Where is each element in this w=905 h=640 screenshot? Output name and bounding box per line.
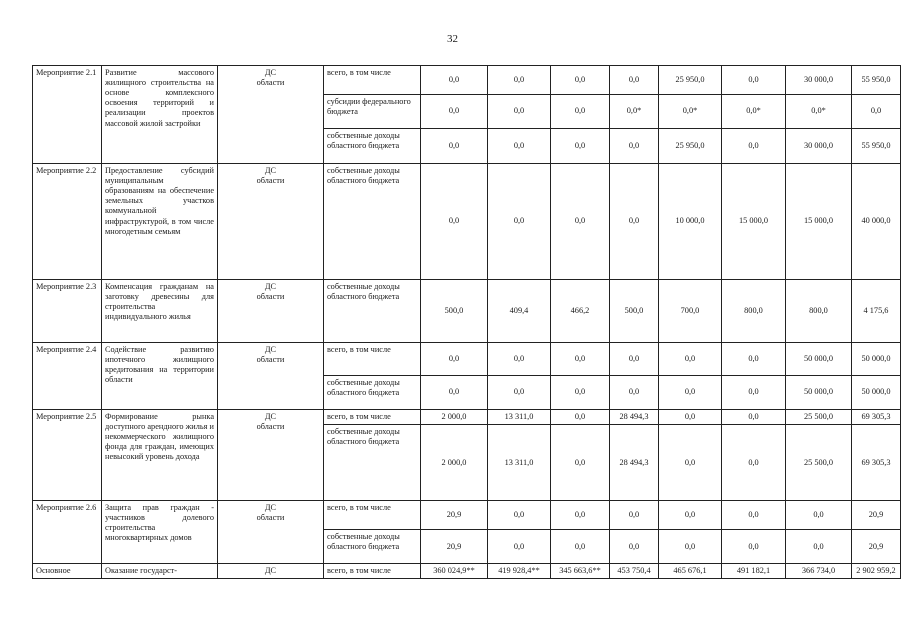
value-cell: 0,0*: [722, 95, 786, 129]
funding-source: всего, в том числе: [324, 343, 421, 376]
value-cell: 0,0: [722, 376, 786, 410]
value-cell: 28 494,3: [610, 410, 659, 425]
funding-source: собственные доходы областного бюджета: [324, 280, 421, 343]
responsible-executor: [218, 410, 324, 501]
table-row: [33, 280, 901, 343]
value-cell: 0,0: [722, 129, 786, 164]
funding-source: собственные доходы областного бюджета: [324, 530, 421, 564]
value-cell: 25 950,0: [659, 66, 722, 95]
total-cell: 50 000,0: [852, 376, 901, 410]
value-cell: 0,0: [421, 129, 488, 164]
value-cell: 0,0: [551, 95, 610, 129]
funding-source: всего, в том числе: [324, 410, 421, 425]
value-cell: 25 500,0: [786, 425, 852, 501]
total-cell: 55 950,0: [852, 129, 901, 164]
value-cell: 0,0: [659, 530, 722, 564]
value-cell: 0,0: [551, 343, 610, 376]
value-cell: 25 950,0: [659, 129, 722, 164]
responsible-executor: [218, 66, 324, 164]
value-cell: 2 000,0: [421, 425, 488, 501]
total-cell: 20,9: [852, 530, 901, 564]
table-row: [33, 164, 901, 280]
value-cell: 50 000,0: [786, 343, 852, 376]
value-cell: 0,0: [722, 501, 786, 530]
value-cell: 28 494,3: [610, 425, 659, 501]
value-cell: 0,0: [421, 343, 488, 376]
budget-table: [32, 65, 901, 579]
responsible-line: области: [256, 292, 285, 302]
value-cell: 0,0: [659, 343, 722, 376]
table-row: [33, 343, 901, 376]
value-cell: 0,0: [488, 343, 551, 376]
value-cell: 345 663,6**: [551, 564, 610, 579]
responsible-executor: [218, 343, 324, 410]
funding-source: всего, в том числе: [324, 564, 421, 579]
page-number: 32: [447, 33, 458, 45]
value-cell: 500,0: [421, 280, 488, 343]
value-cell: 0,0: [659, 376, 722, 410]
total-cell: 0,0: [852, 95, 901, 129]
value-cell: 0,0: [551, 410, 610, 425]
value-cell: 0,0: [786, 501, 852, 530]
value-cell: 0,0: [488, 95, 551, 129]
value-cell: 453 750,4: [610, 564, 659, 579]
responsible-executor: [218, 564, 324, 579]
value-cell: 465 676,1: [659, 564, 722, 579]
total-cell: 69 305,3: [852, 425, 901, 501]
value-cell: 0,0: [488, 164, 551, 280]
responsible-line: ДС: [264, 345, 277, 354]
value-cell: 0,0: [551, 66, 610, 95]
value-cell: 0,0*: [610, 95, 659, 129]
value-cell: 0,0: [659, 501, 722, 530]
total-cell: 4 175,6: [852, 280, 901, 343]
value-cell: 0,0: [610, 129, 659, 164]
value-cell: 0,0: [488, 501, 551, 530]
measure-id: Основное: [33, 564, 102, 579]
measure-id: Мероприятие 2.5: [33, 410, 102, 501]
responsible-line: ДС: [264, 503, 277, 513]
value-cell: 0,0: [722, 66, 786, 95]
value-cell: 20,9: [421, 501, 488, 530]
responsible-line: ДС: [264, 282, 277, 291]
table-row: [33, 564, 901, 579]
value-cell: 0,0: [610, 501, 659, 530]
value-cell: 15 000,0: [722, 164, 786, 280]
table-row: [33, 66, 901, 95]
responsible-line: области: [256, 78, 285, 88]
responsible-line: области: [256, 176, 285, 186]
responsible-line: ДС: [264, 68, 277, 77]
measure-name: Содействие развитию ипотечного жилищного кредитования на территории области: [102, 343, 218, 410]
responsible-line: ДС: [264, 166, 277, 175]
value-cell: 0,0: [610, 164, 659, 280]
value-cell: 0,0: [421, 95, 488, 129]
funding-source: собственные доходы областного бюджета: [324, 164, 421, 280]
responsible-line: ДС: [264, 566, 277, 576]
value-cell: 0,0: [722, 530, 786, 564]
value-cell: 0,0: [610, 343, 659, 376]
value-cell: 491 182,1: [722, 564, 786, 579]
measure-id: Мероприятие 2.4: [33, 343, 102, 410]
value-cell: 0,0: [722, 343, 786, 376]
value-cell: 0,0: [659, 410, 722, 425]
value-cell: 0,0: [551, 129, 610, 164]
value-cell: 0,0: [786, 530, 852, 564]
value-cell: 0,0: [551, 501, 610, 530]
value-cell: 13 311,0: [488, 425, 551, 501]
measure-id: Мероприятие 2.3: [33, 280, 102, 343]
measure-name: Развитие массового жилищного строительства на основе комплексного освоения территорий и реализации проектов массовой жилой застройки: [102, 66, 218, 164]
responsible-line: области: [256, 513, 285, 523]
value-cell: 10 000,0: [659, 164, 722, 280]
value-cell: 360 024,9**: [421, 564, 488, 579]
responsible-executor: [218, 164, 324, 280]
value-cell: 0,0: [488, 530, 551, 564]
responsible-line: области: [256, 422, 285, 432]
value-cell: 50 000,0: [786, 376, 852, 410]
value-cell: 0,0: [610, 66, 659, 95]
responsible-executor: [218, 501, 324, 564]
value-cell: 30 000,0: [786, 129, 852, 164]
measure-name: Оказание государст-: [102, 564, 218, 579]
funding-source: субсидии федерального бюджета: [324, 95, 421, 129]
value-cell: 419 928,4**: [488, 564, 551, 579]
value-cell: 0,0*: [786, 95, 852, 129]
value-cell: 0,0: [421, 164, 488, 280]
value-cell: 0,0: [722, 425, 786, 501]
value-cell: 0,0: [488, 66, 551, 95]
funding-source: всего, в том числе: [324, 66, 421, 95]
total-cell: 40 000,0: [852, 164, 901, 280]
value-cell: 0,0: [610, 376, 659, 410]
table-row: [33, 501, 901, 530]
value-cell: 0,0: [551, 164, 610, 280]
measure-name: Формирование рынка доступного арендного жилья и некоммерческого жилищного фонда для граждан, имеющих невысокий уровень дохода: [102, 410, 218, 501]
value-cell: 0,0: [551, 376, 610, 410]
total-cell: 20,9: [852, 501, 901, 530]
value-cell: 0,0: [421, 376, 488, 410]
value-cell: 30 000,0: [786, 66, 852, 95]
value-cell: 0,0*: [659, 95, 722, 129]
value-cell: 13 311,0: [488, 410, 551, 425]
funding-source: собственные доходы областного бюджета: [324, 425, 421, 501]
value-cell: 466,2: [551, 280, 610, 343]
value-cell: 0,0: [722, 410, 786, 425]
value-cell: 0,0: [551, 530, 610, 564]
value-cell: 800,0: [722, 280, 786, 343]
responsible-line: ДС: [264, 412, 277, 421]
value-cell: 800,0: [786, 280, 852, 343]
value-cell: 15 000,0: [786, 164, 852, 280]
total-cell: 50 000,0: [852, 343, 901, 376]
value-cell: 409,4: [488, 280, 551, 343]
measure-id: Мероприятие 2.1: [33, 66, 102, 164]
measure-name: Компенсация гражданам на заготовку древесины для строительства индивидуального жилья: [102, 280, 218, 343]
funding-source: собственные доходы областного бюджета: [324, 376, 421, 410]
value-cell: 700,0: [659, 280, 722, 343]
funding-source: всего, в том числе: [324, 501, 421, 530]
value-cell: 0,0: [488, 129, 551, 164]
value-cell: 0,0: [488, 376, 551, 410]
value-cell: 25 500,0: [786, 410, 852, 425]
funding-source: собственные доходы областного бюджета: [324, 129, 421, 164]
value-cell: 0,0: [610, 530, 659, 564]
value-cell: 0,0: [421, 66, 488, 95]
value-cell: 500,0: [610, 280, 659, 343]
value-cell: 0,0: [659, 425, 722, 501]
measure-name: Защита прав граждан - участников долевого строительства многоквартирных домов: [102, 501, 218, 564]
measure-id: Мероприятие 2.6: [33, 501, 102, 564]
table-row: [33, 410, 901, 425]
total-cell: 69 305,3: [852, 410, 901, 425]
value-cell: 20,9: [421, 530, 488, 564]
total-cell: 55 950,0: [852, 66, 901, 95]
responsible-executor: [218, 280, 324, 343]
value-cell: 0,0: [551, 425, 610, 501]
measure-id: Мероприятие 2.2: [33, 164, 102, 280]
total-cell: 2 902 959,2: [852, 564, 901, 579]
responsible-line: области: [256, 355, 285, 365]
measure-name: Предоставление субсидий муниципальным образованиям на обеспечение земельных участков коммунальной инфраструктурой, в том числе многодетным семьям: [102, 164, 218, 280]
value-cell: 2 000,0: [421, 410, 488, 425]
value-cell: 366 734,0: [786, 564, 852, 579]
